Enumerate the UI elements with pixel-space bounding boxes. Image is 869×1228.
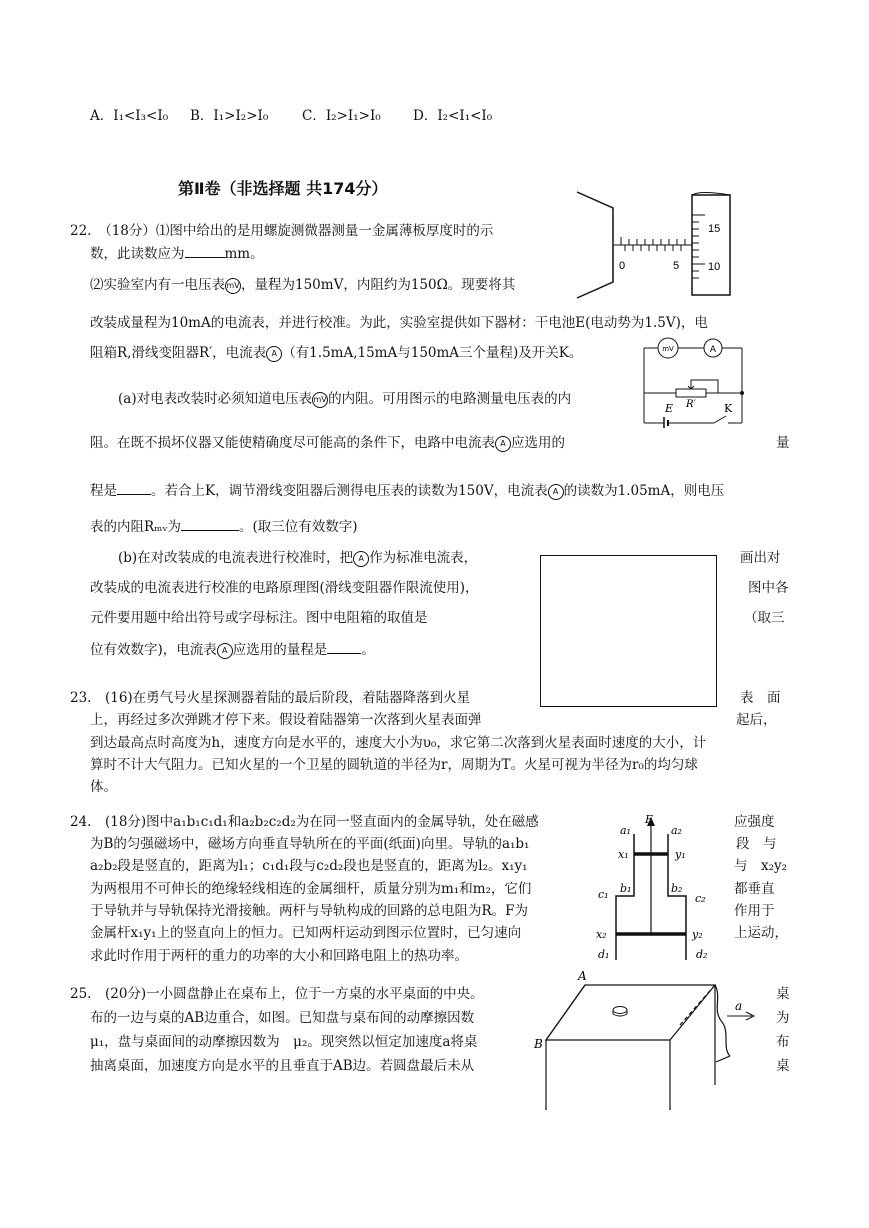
q24-line7: 求此时作用于两杆的重力的功率的大小和回路电阻上的热功率。 <box>90 948 468 964</box>
q22-text: (b)在对改装成的电流表进行校准时，把 <box>118 550 354 566</box>
q24-line5-end: 作用于 <box>734 903 775 919</box>
label-y2: y₂ <box>692 928 703 941</box>
label-x2: x₂ <box>596 928 607 941</box>
micrometer-label-15: 15 <box>708 223 721 235</box>
q22-text: 。(取三位有效数字) <box>238 519 358 535</box>
q25-line2: 布的一边与桌的AB边重合，如图。已知盘与桌布间的动摩擦因数 <box>90 1010 475 1026</box>
label-d2: d₂ <box>696 948 708 961</box>
q25-line3: μ₁，盘与桌面间的动摩擦因数为 μ₂。现突然以恒定加速度a将桌 <box>90 1034 478 1050</box>
q22-text: 应选用的量程是 <box>232 642 328 658</box>
table-figure <box>530 970 770 1120</box>
answer-blank <box>117 480 151 495</box>
answer-blank <box>181 516 239 531</box>
label-b1: b₁ <box>620 882 632 895</box>
ammeter-symbol: A <box>266 346 282 362</box>
q22-text: mm。 <box>224 246 264 262</box>
table-label-b-corner: B <box>534 1037 543 1051</box>
q24-line5: 于导轨并与导轨保持光滑接触。两杆与导轨构成的回路的总电阻为R。F为 <box>90 903 529 919</box>
q25-line4: 抽离桌面，加速度方向是水平的且垂直于AB边。若圆盘最后未从 <box>90 1058 475 1074</box>
micrometer-label-0: 0 <box>619 260 626 272</box>
label-a2: a₂ <box>671 824 682 837</box>
q22-text: 的内阻。可用图示的电路测量电压表的内 <box>328 391 572 407</box>
q23-line5: 体。 <box>90 779 117 795</box>
acceleration-label: a <box>735 999 743 1013</box>
label-c1: c₁ <box>598 888 609 901</box>
circuit-k-label: K <box>724 402 733 415</box>
label-x1: x₁ <box>618 848 629 861</box>
q25-line1: 25. (20分)一小圆盘静止在桌布上，位于一方桌的水平桌面的中央。 <box>70 986 484 1002</box>
q22-text: 。 <box>361 642 375 658</box>
q22-text: 阻箱R,滑线变阻器R′，电流表 <box>90 345 267 361</box>
q22-line10-end: 画出对 <box>740 550 781 566</box>
ammeter-symbol: A <box>353 551 369 567</box>
q22-line13 <box>90 639 375 660</box>
q25-line2-end: 为 <box>776 1010 790 1026</box>
label-b2: b₂ <box>671 882 683 895</box>
q24-line6-end: 上运动， <box>734 925 788 941</box>
q23-line2-end: 起后， <box>736 712 777 728</box>
q22-line12: 元件要用题中给出符号或字母标注。图中电阻箱的取值是 <box>90 610 428 626</box>
q22-line5 <box>90 343 582 363</box>
choice-a: A．I₁<I₃<I₀ <box>90 108 169 124</box>
q22-line2 <box>90 243 264 264</box>
label-y1: y₁ <box>675 848 686 861</box>
choice-d: D．I₂<I₁<I₀ <box>413 108 493 124</box>
circuit-ammeter-label: A <box>709 345 717 355</box>
micrometer-label-10: 10 <box>708 261 721 273</box>
ammeter-symbol: A <box>217 643 233 659</box>
q23-line1: 23. (16)在勇气号火星探测器着陆的最后阶段，着陆器降落到火星 <box>70 690 471 706</box>
q24-line6: 金属杆x₁y₁上的竖直向上的恒力。已知两杆运动到图示位置时，已匀速向 <box>90 925 522 941</box>
label-a1: a₁ <box>620 824 631 837</box>
q22-line10 <box>118 548 477 568</box>
q24-line3-end: 与 x₂y₂ <box>734 858 788 874</box>
voltmeter-symbol: mV <box>225 278 241 294</box>
voltmeter-symbol: mV <box>312 392 328 408</box>
q24-line2: 为B的匀强磁场中，磁场方向垂直导轨所在的平面(纸面)向里。导轨的a₁b₁ <box>90 836 530 852</box>
q23-line2: 上，再经过多次弹跳才停下来。假设着陆器第一次落到火星表面弹 <box>90 712 482 728</box>
q22-line11-end: 图中各 <box>748 580 789 596</box>
q22-line7 <box>90 433 565 453</box>
circuit-answer-box <box>540 555 717 707</box>
q22-text: 表的内阻Rₘᵥ为 <box>90 519 181 535</box>
q24-line4-end: 都垂直 <box>734 881 775 897</box>
q22-line8 <box>90 480 724 501</box>
q22-line6 <box>118 389 571 409</box>
q22-line12-end: （取三 <box>744 610 785 626</box>
q22-text: 应选用的 <box>511 435 565 451</box>
q23-line3: 到达最高点时高度为h，速度方向是水平的，速度大小为υ₀，求它第二次落到火星表面时速度的大小，计 <box>90 735 707 751</box>
q24-line4: 为两根用不可伸长的绝缘轻线相连的金属细杆，质量分别为m₁和m₂，它们 <box>90 881 532 897</box>
circuit-e-label: E <box>665 402 674 415</box>
circuit-r-label: R′ <box>686 399 696 410</box>
label-c2: c₂ <box>695 892 706 905</box>
circuit-figure <box>638 336 750 428</box>
q22-line9 <box>90 516 358 537</box>
q22-text: 的读数为1.05mA，则电压 <box>563 483 725 499</box>
circuit-voltmeter-label: mV <box>662 345 674 353</box>
q24-line3: a₂b₂段是竖直的，距离为l₁；c₁d₁段与c₂d₂段也是竖直的，距离为l₂。x₁y₁ <box>90 858 528 874</box>
choice-b: B．I₁>I₂>I₀ <box>190 108 269 124</box>
label-d1: d₁ <box>598 948 610 961</box>
q22-text: (a)对电表改装时必须知道电压表 <box>118 391 313 407</box>
q25-line4-end: 桌 <box>776 1058 790 1074</box>
table-label-a-corner: A <box>578 970 587 983</box>
q22-text: 数，此读数应为 <box>90 246 185 262</box>
q24-line1-end: 应强度 <box>734 814 775 830</box>
q22-text: 阻。在既不损坏仪器又能使精确度尽可能高的条件下，电路中电流表 <box>90 435 495 451</box>
q22-text: 。若合上K，调节滑线变阻器后测得电压表的读数为150V，电流表 <box>151 483 548 499</box>
ammeter-symbol: A <box>548 484 564 500</box>
rails-figure <box>592 812 722 964</box>
section-title: 第Ⅱ卷（非选择题 共174分） <box>178 179 388 198</box>
q22-text: 位有效数字)，电流表 <box>90 642 217 658</box>
q22-line7-end: 量 <box>776 435 790 451</box>
q22-line4: 改装成量程为10mA的电流表，并进行校准。为此，实验室提供如下器材：干电池E(电动势为1.5V)，电 <box>90 315 708 331</box>
q25-line3-end: 布 <box>776 1034 790 1050</box>
answer-blank <box>327 639 361 654</box>
q22-text: 作为标准电流表， <box>369 550 478 566</box>
q22-text: 程是 <box>90 483 117 499</box>
q22-text: ⑵实验室内有一电压表 <box>90 277 225 293</box>
q23-line1-end: 表 面 <box>740 690 781 706</box>
micrometer-figure <box>575 190 735 300</box>
q25-line1-end: 桌 <box>776 986 790 1002</box>
choice-c: C．I₂>I₁>I₀ <box>302 108 381 124</box>
q22-text: ，量程为150mV，内阻约为150Ω。现要将其 <box>241 277 516 293</box>
ammeter-symbol: A <box>495 436 511 452</box>
q22-line1: 22. （18分）⑴图中给出的是用螺旋测微器测量一金属薄板厚度时的示 <box>70 223 494 239</box>
q22-text: （有1.5mA,15mA与150mA三个量程)及开关K。 <box>282 345 583 361</box>
q22-line3 <box>90 275 515 295</box>
force-label: F <box>645 813 653 826</box>
q23-line4: 算时不计大气阻力。已知火星的一个卫星的圆轨道的半径为r，周期为T。火星可视为半径为r₀的均匀球 <box>90 757 698 773</box>
answer-blank <box>185 243 225 258</box>
q24-line1: 24. (18分)图中a₁b₁c₁d₁和a₂b₂c₂d₂为在同一竖直面内的金属导轨，处在磁感 <box>70 814 539 830</box>
q22-line11: 改装成的电流表进行校准的电路原理图(滑线变阻器作限流使用)， <box>90 580 479 596</box>
q24-line2-end: 段 与 <box>736 836 777 852</box>
micrometer-label-5: 5 <box>673 260 680 272</box>
